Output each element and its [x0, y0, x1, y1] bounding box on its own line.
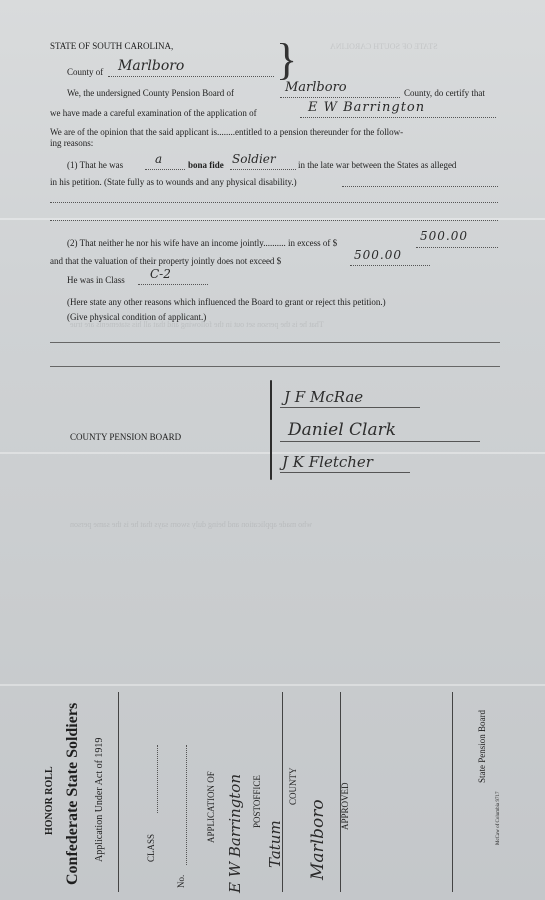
- county-line: [108, 76, 274, 77]
- reason1-blank-line: [50, 202, 498, 203]
- cover-divider: [452, 692, 453, 892]
- board-label: COUNTY PENSION BOARD: [70, 432, 182, 442]
- postoffice-label: POSTOFFICE: [252, 775, 262, 828]
- bleed-through: That he is the person set out in the following and that all his statements are true: [70, 320, 324, 329]
- signature-line: [280, 407, 420, 408]
- property-line: [350, 265, 430, 266]
- reason1-role: Soldier: [232, 152, 276, 166]
- no-label: No.: [176, 874, 186, 888]
- reason1-suffix: in the late war between the States as alleged: [298, 160, 457, 170]
- certify-text-2: County, do certify that: [404, 88, 485, 98]
- header-brace: }: [276, 35, 298, 84]
- opinion-line-2: ing reasons:: [50, 138, 94, 148]
- cover-county: Marlboro: [308, 799, 328, 880]
- board-county-line: [280, 97, 400, 98]
- cover-postoffice: Tatum: [266, 820, 284, 868]
- reason2-prefix: (2) That neither he nor his wife have an income jointly.......... in excess of $: [67, 238, 338, 248]
- state-pension-board-label: State Pension Board: [477, 710, 487, 783]
- applicant-name: E W Barrington: [308, 100, 426, 115]
- class-label: He was in Class: [67, 275, 125, 285]
- reason1-article: a: [155, 152, 163, 166]
- class-line: [138, 284, 208, 285]
- income-line: [416, 247, 498, 248]
- printer-mark: McCaw of Columbia 9717: [496, 791, 501, 845]
- reason1-article-line: [145, 169, 185, 170]
- reason2-note-1: (Here state any other reasons which influenced the Board to grant or reject this petition.): [67, 297, 386, 307]
- signature-1: J F McRae: [284, 388, 364, 406]
- reason2-line2: and that the valuation of their property jointly does not exceed $: [50, 256, 282, 266]
- reason1-role-line: [230, 169, 296, 170]
- cover-divider: [118, 692, 119, 892]
- reason1-blank-line: [50, 220, 498, 221]
- approved-label: APPROVED: [340, 782, 350, 830]
- county-value: Marlboro: [118, 58, 185, 74]
- cover-applicant-name: E W Barrington: [226, 774, 244, 893]
- bona-fide-label: bona fide: [188, 160, 224, 170]
- back-cover-subtitle: Application Under Act of 1919: [94, 737, 105, 862]
- reason1-fill-line: [342, 186, 498, 187]
- bleed-through: who made application and being duly sworn says that he is the same person: [70, 520, 312, 529]
- certify-text-1: We, the undersigned County Pension Board of: [67, 88, 235, 98]
- signature-line: [280, 441, 480, 442]
- class-label-cover: CLASS: [146, 833, 156, 862]
- class-value: C-2: [150, 267, 171, 281]
- property-value: 500.00: [354, 248, 402, 262]
- fold-crease: [0, 684, 545, 686]
- opinion-line-1: We are of the opinion that the said applicant is........entitled to a pension thereunder for the follow-: [50, 127, 404, 137]
- county-label-cover: COUNTY: [288, 767, 298, 805]
- county-label: County of: [67, 67, 104, 77]
- notes-rule: [50, 342, 500, 343]
- honor-roll-label: HONOR ROLL: [44, 766, 55, 835]
- notes-rule: [50, 366, 500, 367]
- reason2-note-2: (Give physical condition of applicant.): [67, 312, 207, 322]
- back-cover-title: Confederate State Soldiers: [64, 702, 81, 885]
- application-of-label: APPLICATION OF: [206, 771, 216, 843]
- certify-text-3: we have made a careful examination of the application of: [50, 108, 257, 118]
- state-heading: STATE OF SOUTH CAROLINA,: [50, 41, 174, 51]
- no-fill-line: [186, 745, 187, 865]
- signature-brace: [270, 380, 272, 480]
- board-county-value: Marlboro: [285, 80, 347, 95]
- signature-3: J K Fletcher: [282, 453, 373, 471]
- bleed-through: STATE OF SOUTH CAROLINA: [330, 42, 438, 51]
- signature-line: [280, 472, 410, 473]
- reason1-prefix: (1) That he was: [67, 160, 124, 170]
- reason1-line2: in his petition. (State fully as to wounds and any physical disability.): [50, 177, 297, 187]
- signature-2: Daniel Clark: [288, 420, 397, 440]
- applicant-line: [300, 117, 496, 118]
- fold-crease: [0, 452, 545, 454]
- class-fill-line: [157, 745, 158, 813]
- income-value: 500.00: [420, 229, 468, 243]
